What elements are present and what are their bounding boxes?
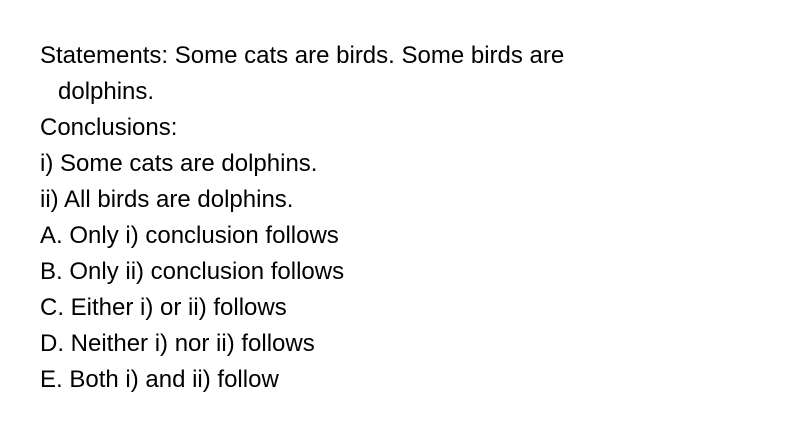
option-b: B. Only ii) conclusion follows	[40, 258, 345, 285]
conclusion-1: i) Some cats are dolphins.	[40, 150, 318, 177]
option-d: D. Neither i) nor ii) follows	[40, 330, 315, 357]
statements-text: Statements: Some cats are birds. Some birds are	[40, 42, 565, 69]
option-c: C. Either i) or ii) follows	[40, 294, 287, 321]
option-e: E. Both i) and ii) follow	[40, 366, 279, 393]
conclusions-heading: Conclusions:	[40, 114, 178, 141]
conclusion-2: ii) All birds are dolphins.	[40, 186, 294, 213]
statements-text-continued: dolphins.	[58, 78, 155, 105]
option-a: A. Only i) conclusion follows	[40, 222, 339, 249]
question-block	[40, 38, 760, 398]
